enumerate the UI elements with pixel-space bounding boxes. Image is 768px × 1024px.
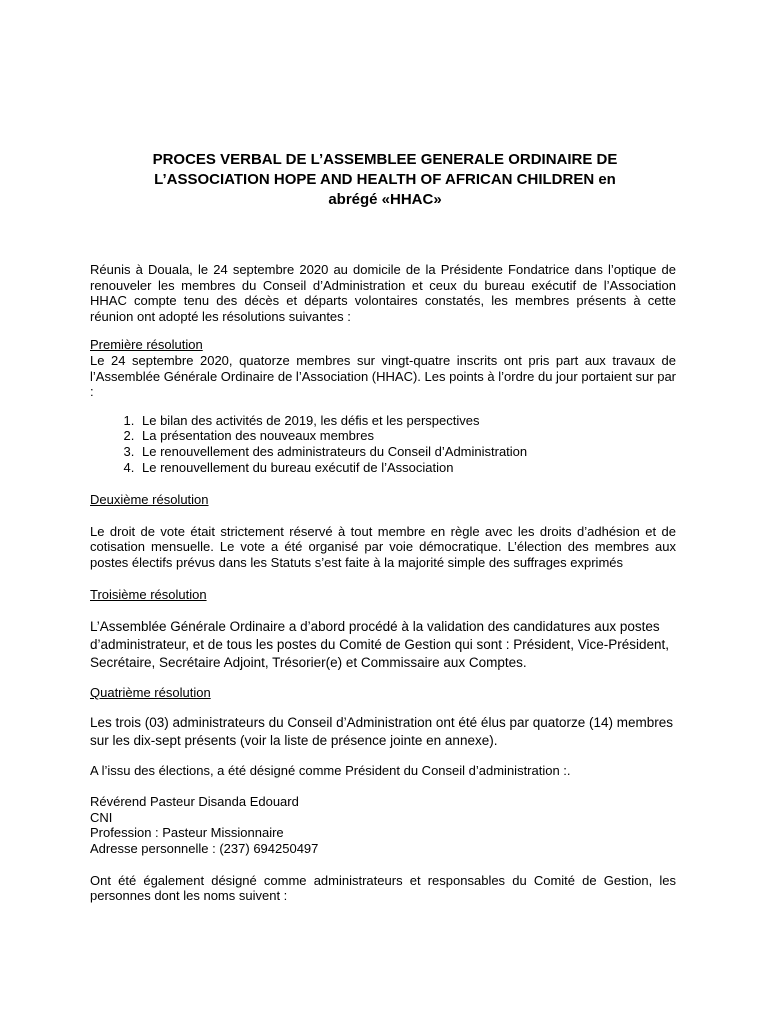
president-intro: A l’issu des élections, a été désigné comme Président du Conseil d’administration :. — [90, 762, 571, 778]
title-line-3: abrégé «HHAC» — [328, 191, 442, 208]
others-intro: Ont été également désigné comme administrateurs et responsables du Comité de Gestion, les personnes dont les noms suivent : — [90, 872, 676, 904]
list-item: 2. La présentation des nouveaux membres — [138, 428, 676, 444]
resolution-3-text: L’Assemblée Générale Ordinaire a d’abord procédé à la validation des candidatures aux postes d’administrateur, et de tous les postes du Comité de Gestion qui sont : Président, Vice-Président, Secrétaire, Secrétaire Adjoint, Trésorier(e) et Commissaire aux Comptes. — [90, 619, 670, 671]
resolution-1-heading: Première résolution — [90, 337, 203, 353]
resolution-3-heading: Troisième résolution — [90, 586, 207, 602]
president-details — [90, 794, 676, 856]
list-item: 4. Le renouvellement du bureau exécutif de l’Association — [138, 460, 676, 476]
resolution-1-text: Le 24 septembre 2020, quatorze membres sur vingt-quatre inscrits ont pris part aux travaux de l’Assemblée Générale Ordinaire de l’Association (HHAC). Les points à l’ordre du jour portaient sur par : — [90, 352, 676, 400]
resolution-2-heading: Deuxième résolution — [90, 492, 209, 508]
president-address: Adresse personnelle : (237) 694250497 — [90, 841, 319, 857]
document-title — [100, 150, 670, 210]
president-profession: Profession : Pasteur Missionnaire — [90, 825, 284, 841]
list-item: 3. Le renouvellement des administrateurs du Conseil d’Administration — [138, 444, 676, 460]
president-name: Révérend Pasteur Disanda Edouard — [90, 794, 299, 810]
list-item: 1. Le bilan des activités de 2019, les défis et les perspectives — [138, 413, 676, 429]
title-line-1: PROCES VERBAL DE L’ASSEMBLEE GENERALE ORDINAIRE DE — [152, 151, 618, 168]
title-line-2: L’ASSOCIATION HOPE AND HEALTH OF AFRICAN CHILDREN en — [154, 171, 616, 188]
president-id: CNI — [90, 809, 113, 825]
resolution-2-text: Le droit de vote était strictement réservé à tout membre en règle avec les droits d’adhésion et de cotisation mensuelle. Le vote a été organisé par voie démocratique. L’élection des membres aux postes électifs prévus dans les Statuts s’est faite à la majorité simple des suffrages exprimés — [90, 523, 676, 570]
resolution-4-heading: Quatrième résolution — [90, 685, 211, 701]
resolution-4-text: Les trois (03) administrateurs du Conseil d’Administration ont été élus par quatorze (14) membres sur les dix-sept présents (voir la liste de présence jointe en annexe). — [90, 714, 674, 748]
document-body — [90, 262, 676, 904]
agenda-list — [90, 413, 676, 475]
intro-paragraph: Réunis à Douala, le 24 septembre 2020 au domicile de la Présidente Fondatrice dans l’optique de renouveler les membres du Conseil d’Administration et ceux du bureau exécutif de l’Association HHAC compte tenu des décès et départs volontaires constatés, les membres présents à cette réunion ont adopté les résolutions suivantes : — [90, 262, 676, 324]
